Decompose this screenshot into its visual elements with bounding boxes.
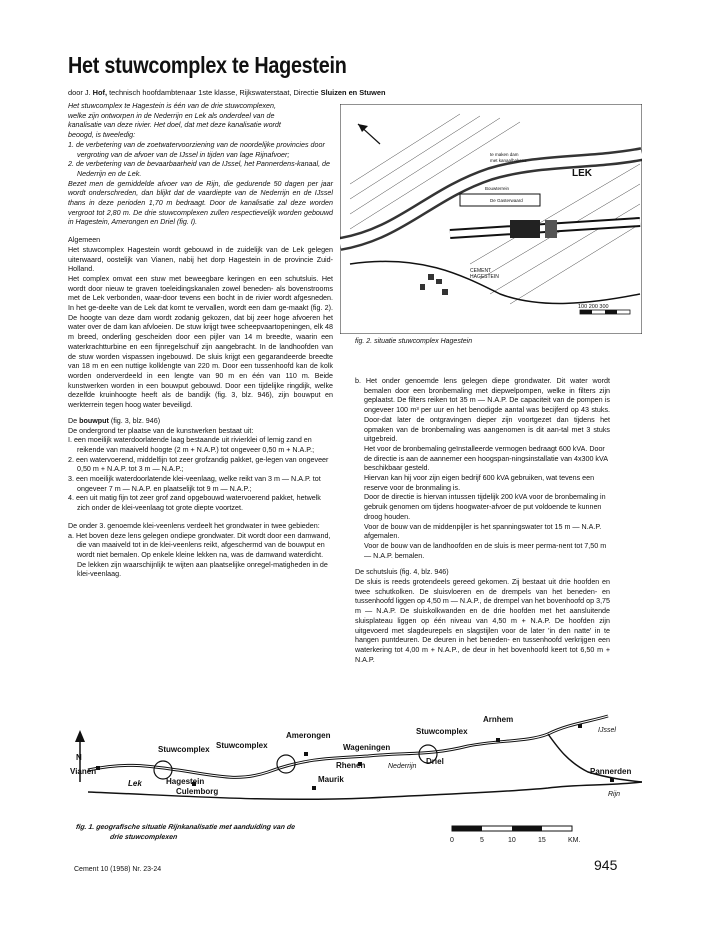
fig2-map [340, 104, 642, 334]
fig2-scale-label: 100 200 300 [578, 304, 609, 310]
place-vianen: Vianen [70, 767, 97, 776]
soil-layer-item: 3. een moeilijk waterdoorlatende klei-veenlaag, welke reikt van 3 m — N.A.P. tot ongeveer 7 m — N.A.P. en plaatselijk tot 9 m — N.A.P.; [68, 475, 321, 493]
byline-prefix: door J. [68, 88, 93, 97]
item-b-paragraph: Voor de bouw van de middenpijler is het spanningswater tot 15 m — N.A.P. afgemalen. [364, 522, 602, 541]
bouwput-heading-suffix: (fig. 3, blz. 946) [108, 416, 161, 425]
stuwcomplex-label-1: Stuwcomplex [158, 745, 210, 754]
byline-directie: Sluizen en Stuwen [320, 88, 386, 97]
river-rijn: Rijn [608, 791, 621, 798]
soil-layer-item: I. een moeilijk waterdoorlatende laag bestaande uit rivierklei of lemig zand en reikende van maaiveld hoogte (2 m + N.A.P.) tot ongeveer 0,50 m + N.A.P.; [68, 436, 315, 454]
place-arnhem: Arnhem [483, 715, 514, 724]
scale-label: 10 [508, 837, 516, 844]
place-pannerden: Pannerden [590, 767, 632, 776]
groundwater-item-b: b. Het onder genoemde lens gelegen diepe grondwater. Dit water wordt bemalen door een bronbemaling met diepwelpompen, welke in filters zijn geplaatst. De filters reiken tot 35 m — N.A.P. De capaciteit van de pompen is ongeveer 100 m³ per uur en het benodigde aantal was becijferd op 43 stuks. Door-dat later de ontgravingen dieper zijn voortgezet dan tijdens het opmaken van de bronbemaling was aangenomen is dit aan-tal met 3 stuks uitgebreid. [355, 377, 610, 444]
byline-author: Hof, [92, 88, 108, 97]
stuwcomplex-label-2: Stuwcomplex [216, 741, 268, 750]
scale-label: 15 [538, 837, 546, 844]
item-b-paragraph: Voor de bouw van de landhoofden en de sluis is meer perma-nent tot 7,50 m — N.A.P. bemalen. [364, 541, 607, 560]
fig1-north-label: N [76, 753, 82, 762]
fig2-label-bouwterrein: Bouwterrein [485, 186, 510, 191]
fig1-caption-line-2: drie stuwcomplexen [109, 834, 178, 841]
place-lek: Lek [128, 779, 142, 788]
left-column [68, 102, 333, 580]
goal-2: 2. de verbetering van de bevaarbaarheid van de IJssel, het Pannerdens-kanaal, de Nederrijn en de Lek. [68, 160, 331, 178]
fig1-map-drawing [68, 712, 642, 832]
fig2-caption: fig. 2. situatie stuwcomplex Hagestein [355, 338, 473, 345]
intro-line: welke zijn ontworpen in de Nederrijn en Lek als onderdeel van de [68, 111, 275, 120]
scale-label: KM. [568, 837, 581, 844]
fig1-scale-bar-drawing [448, 824, 608, 848]
scale-label: 0 [450, 837, 454, 844]
footer-journal: Cement 10 (1958) Nr. 23-24 [74, 866, 162, 873]
item-b-paragraph: Hiervan kan hij voor zijn eigen bedrijf 600 kVA gebruiken, wat tevens een reserve voor de bronmaling is. [364, 474, 595, 492]
bouwput-intro: De ondergrond ter plaatse van de kunstwerken bestaat uit: [68, 426, 254, 435]
item-b-paragraph: Het voor de bronbemaling geïnstalleerde vermogen bedraagt 600 kVA. Door de directie is aan de aannemer een hoogspan-ningsinstallatie van 4x300 kVA beschikbaar gesteld. [364, 444, 608, 473]
place-maurik: Maurik [318, 775, 344, 784]
fig1-scale-bar [448, 824, 608, 848]
schutsluis-paragraph: De sluis is reeds grotendeels gereed gekomen. Zij bestaat uit drie hoofden en twee schutkolken. De sluisvloeren en de drempels van het beneden- en tussenhoofd liggen op 4,50 m — N.A.P., de drempel van het bovenhoofd op 3,75 m — N.A.P. De sluiskolkwanden en de drie hoofden met het aansluitende sluisplateau liggen op één niveau van 4,50 m + N.A.P. De hoofden zijn uitgevoerd met slagdeurepels en slagstijlen voor de later 'in den natte' in te hangen puntdeuren. De deuren in het beneden- en tussenhoofd verkrijgen een waterkering tot 4,00 m + N.A.P., de deur in het bovenhoofd keert tot 6,50 m + N.A.P. [355, 578, 610, 664]
groundwater-division: De onder 3. genoemde klei-veenlens verdeelt het grondwater in twee gebieden: [68, 521, 320, 530]
right-column [355, 377, 610, 665]
place-amerongen: Amerongen [286, 731, 331, 740]
fig1-map [68, 712, 642, 832]
algemeen-heading: Algemeen [68, 236, 101, 245]
fig2-label-bakens: met kanaalbakens [490, 158, 527, 163]
bouwput-heading-prefix: De [68, 416, 80, 425]
article-title: Het stuwcomplex te Hagestein [68, 52, 347, 78]
fig2-label-lek: LEK [572, 168, 592, 179]
fig1-caption-line-1: fig. 1. geografische situatie Rijnkanalisatie met aanduiding van de [75, 824, 296, 831]
intro-block [68, 102, 333, 228]
fig2-label-dam: te maken dam [490, 152, 519, 157]
item-b-paragraph: Door de directie is hiervan intussen tijdelijk 200 kVA voor de bronbemaling in gebruik genomen om tijdens hoogwater-afvoer de put voldoende te kunnen droog houden. [364, 493, 606, 521]
intro-line: beoogd, is tweeledig: [68, 131, 136, 140]
intro-closing: Bezet men de gemiddelde afvoer van de Rijn, die gedurende 50 dagen per jaar wordt onderschreden, dan blijkt dat de vaardiepte van de Nederrijn en de IJssel thans in deze perioden 1,70 m bedraagt. Door de kanalisatie zal deze worden vergroot tot 2,80 m. De drie stuwcomplexen zullen respectievelijk worden gebouwd in Hagestein, Amerongen en Driel (fig. I). [68, 179, 333, 227]
schutsluis-heading: De schutsluis (fig. 4, blz. 946) [355, 568, 449, 577]
place-wageningen: Wageningen [343, 743, 391, 752]
fig2-label-gasterwaard: De Gasterwaard [490, 198, 523, 203]
fig2-map-drawing [340, 104, 642, 334]
scale-label: 5 [480, 837, 484, 844]
soil-layer-item: 4. een uit matig fijn tot zeer grof zand opgebouwd watervoerend pakket, hetwelk zich onder de klei-veenlaag tot grote diepte voortzet. [68, 494, 321, 513]
bouwput-heading-bold: bouwput [79, 416, 109, 425]
byline-middle: technisch hoofdambtenaar 1ste klasse, Rijkswaterstaat, Directie [107, 88, 321, 97]
fig2-label-cement: CEMENT [470, 268, 492, 274]
byline [68, 88, 386, 97]
soil-layer-item: 2. een watervoerend, middelfijn tot zeer grofzandig pakket, ge-legen van ongeveer 0,50 m + N.A.P. tot 3 m — N.A.P.; [68, 455, 329, 474]
stuwcomplex-label-3: Stuwcomplex [416, 727, 468, 736]
fig2-label-hagestein: HAGESTEIN [470, 274, 499, 280]
river-nederrijn: Nederrijn [388, 763, 417, 770]
place-rhenen: Rhenen [336, 761, 366, 770]
river-ijssel: IJssel [598, 727, 616, 734]
groundwater-item-a: a. Het boven deze lens gelegen ondiepe grondwater. Dit wordt door een damwand, die van maaiveld tot in de klei-veenlens reikt, afgeschermd van de bouwput en wordt niet bemalen. Op enkele kleine lekken na, was de damwand waterdicht. De lekken zijn waarschijnlijk te wijten aan plaatselijke onregel-matigheden in de klei-veenlaag. [68, 531, 331, 579]
bouwput-heading [68, 417, 333, 427]
place-driel: Driel [426, 757, 444, 766]
place-hagestein: Hagestein [166, 777, 205, 786]
place-culemborg: Culemborg [176, 787, 219, 796]
algemeen-paragraph-2: Het complex omvat een stuw met beweegbare keringen en een schutsluis. Het wordt door nieuw te graven toeleidingskanalen zowel beneden- als bovenstrooms met de Lek verbonden, waar-door tevens een bocht in de rivier wordt afgesneden. In het ge-deelte van de Lek dat komt te vervallen, wordt een dam ge-maakt (fig. 2). De hoogte van deze dam wordt zodanig gekozen, dat bij zeer hoge afvoeren het water over de dam kan afvloeien. De stuw krijgt twee scheepvaartopeningen, elk 48 m breed, onderling gescheiden door een pijler van 14 m breedte, waarin een waterkrachtturbine en een fijnregelschuif zijn aangebracht. In de landhoofden van de stuw worden vispassen ingebouwd. De sluis krijgt een gegarandeerde breedte van 18 m en een nuttige kolklengte van 220 m. Door een tussenhoofd kan de kolk worden onderverdeeld in een lengte van 90 m en één van 110 m. Beide kunstwerken worden in een bouwput gebouwd. Door een tijdelijke ringdijk, welke dezelfde kruinhoogte heeft als de bandijk (fig. 3, blz. 946), zijn bouwput en werkterrein tegen hoog water beveiligd. [68, 274, 333, 410]
goal-1: 1. de verbetering van de zoetwatervoorziening van de noordelijke provincies door vergroting van de afvoer van de IJssel in tijden van lage Rijnafvoer; [68, 140, 325, 159]
algemeen-paragraph-1: Het stuwcomplex Hagestein wordt gebouwd in de zuidelijk van de Lek gelegen uiterwaard, oostelijk van Vianen, nabij het dorp Hagestein in de provincie Zuid-Holland. [68, 245, 333, 274]
intro-line: kanalisatie van deze rivier. Het doel, dat met deze kanalisatie wordt [68, 121, 281, 130]
page-number: 945 [594, 857, 618, 873]
intro-line: Het stuwcomplex te Hagestein is één van de drie stuwcomplexen, [68, 102, 276, 110]
